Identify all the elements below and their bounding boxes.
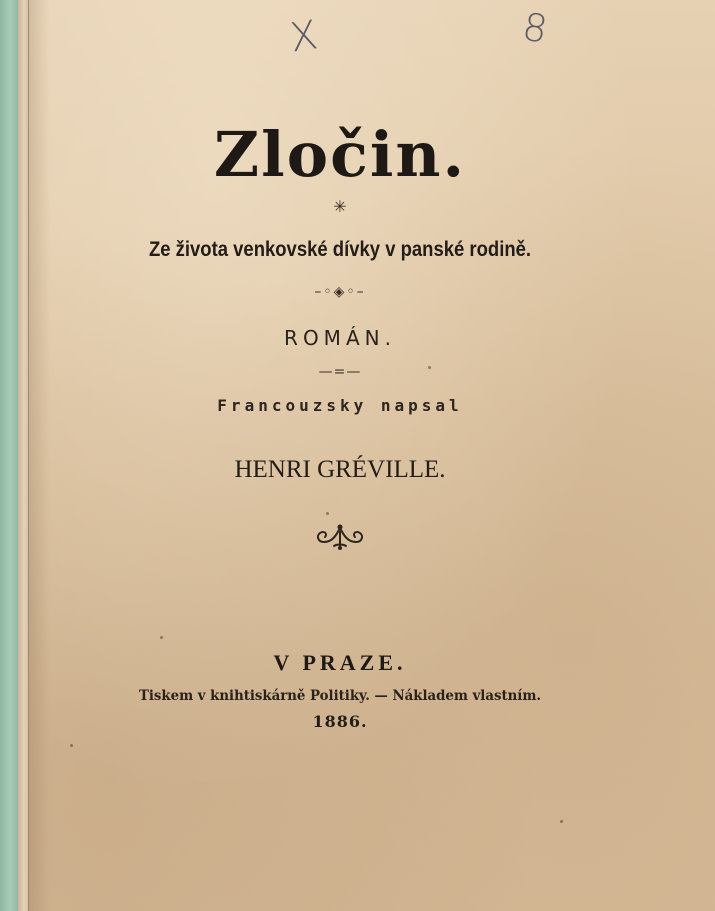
author-name: HENRI GRÉVILLE. bbox=[234, 456, 446, 483]
paper-speck bbox=[160, 636, 163, 639]
star-ornament-icon: ✳ bbox=[333, 197, 347, 216]
pencil-mark-x: X bbox=[286, 12, 321, 62]
printer-line: Tiskem v knihtiskárně Politiky. — Nákladem vlastním. bbox=[138, 688, 542, 704]
dash-ornament-icon: —=— bbox=[318, 364, 362, 380]
publication-year: 1886. bbox=[312, 712, 368, 731]
paper-speck bbox=[70, 744, 73, 747]
paper-speck bbox=[428, 366, 431, 369]
paper-speck bbox=[560, 820, 563, 823]
vine-ornament-icon: –◦◈◦– bbox=[314, 284, 366, 300]
translated-by-line: Francouzsky napsal bbox=[217, 396, 463, 415]
flourish-ornament-icon bbox=[60, 522, 620, 557]
spine-binding bbox=[0, 0, 18, 911]
book-title: Zločin. bbox=[213, 118, 467, 191]
pencil-mark-8: 8 bbox=[519, 4, 551, 52]
paper-speck bbox=[326, 512, 329, 515]
publication-place: V PRAZE. bbox=[273, 650, 407, 675]
book-subtitle: Ze života venkovské dívky v panské rodině. bbox=[148, 238, 532, 261]
spine-shadow bbox=[28, 0, 50, 911]
genre-label: ROMÁN. bbox=[284, 326, 396, 350]
